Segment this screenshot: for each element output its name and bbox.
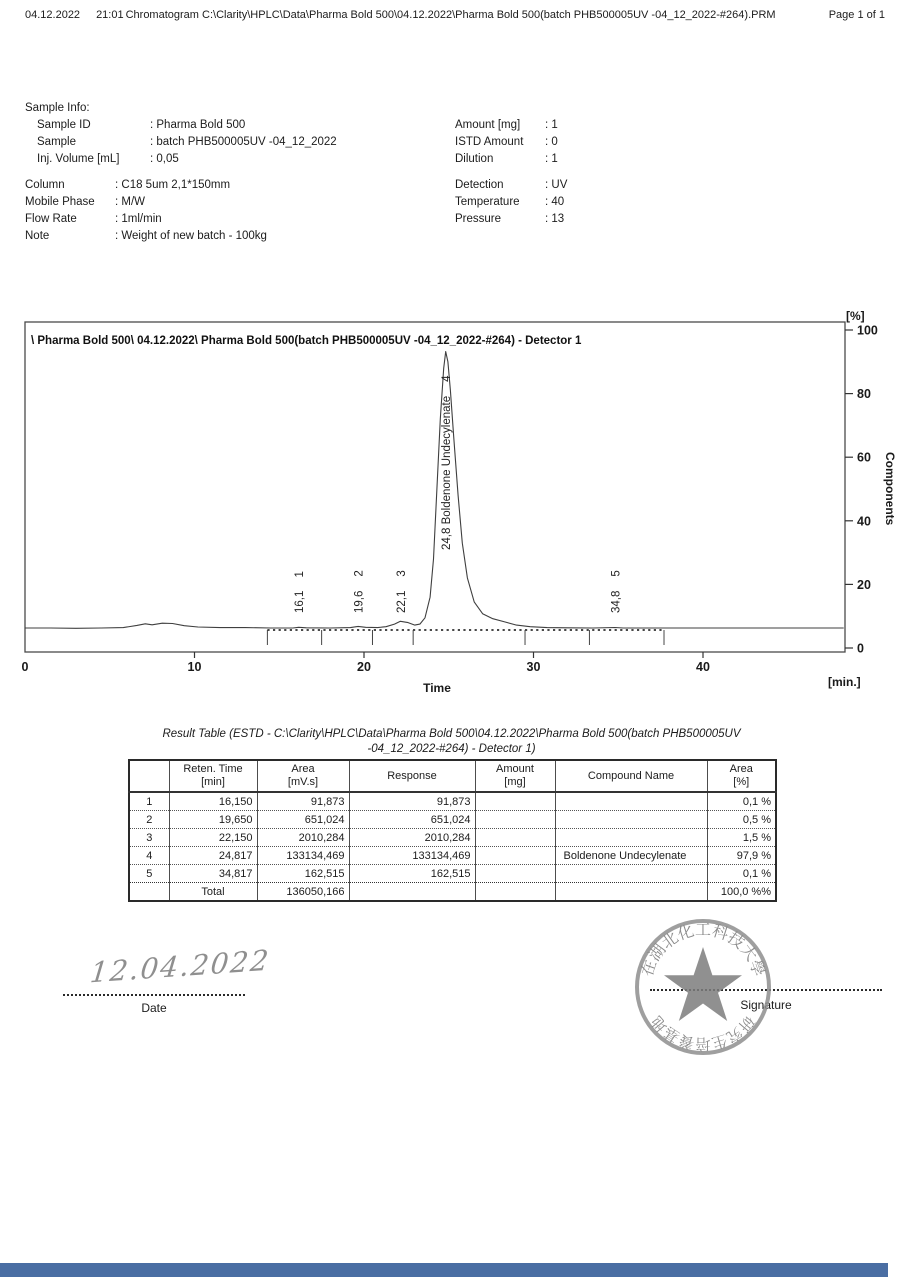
table-row bbox=[129, 865, 776, 883]
column-header: Response bbox=[349, 760, 475, 792]
table-cell: 19,650 bbox=[169, 811, 257, 829]
result-table-body bbox=[129, 792, 776, 901]
x-tick-label: 40 bbox=[696, 660, 710, 674]
info-label: Sample bbox=[37, 136, 76, 148]
report-file-path: Chromatogram C:\Clarity\HPLC\Data\Pharma Bold 500\04.12.2022\Pharma Bold 500(batch PHB500005UV -04_12_2022-#264).PRM bbox=[125, 9, 776, 21]
signature-label: Signature bbox=[740, 998, 792, 1012]
page-number: Page 1 of 1 bbox=[828, 9, 885, 21]
table-cell bbox=[555, 865, 707, 883]
info-label: Sample ID bbox=[37, 119, 91, 131]
column-header: Amount [mg] bbox=[475, 760, 555, 792]
peak-label: 24,8 Boldenone Undecylenate4 bbox=[441, 375, 454, 550]
info-value: : 1 bbox=[545, 119, 558, 131]
info-value: : batch PHB500005UV -04_12_2022 bbox=[150, 136, 337, 148]
x-tick-label: 30 bbox=[526, 660, 541, 674]
info-label: Pressure bbox=[455, 213, 502, 225]
svg-text:研究生培養基地 bbox=[648, 1012, 758, 1053]
table-cell bbox=[475, 829, 555, 847]
info-value: : 0,05 bbox=[150, 153, 179, 165]
sample-info-group-4 bbox=[455, 177, 567, 228]
table-cell: 16,150 bbox=[169, 792, 257, 811]
table-cell bbox=[475, 811, 555, 829]
x-tick-label: 10 bbox=[187, 660, 202, 674]
bottom-scan-bar bbox=[0, 1263, 888, 1277]
table-cell: 0,1 % bbox=[707, 792, 776, 811]
table-cell bbox=[129, 883, 169, 902]
table-cell: Total bbox=[169, 883, 257, 902]
report-header bbox=[25, 9, 885, 21]
info-value: : M/W bbox=[115, 196, 146, 208]
table-cell bbox=[475, 883, 555, 902]
info-value: : 1 bbox=[545, 153, 558, 165]
info-row bbox=[455, 134, 567, 151]
table-cell: 100,0 %% bbox=[707, 883, 776, 902]
column-header: Reten. Time [min] bbox=[169, 760, 257, 792]
table-cell: 1 bbox=[129, 792, 169, 811]
table-cell: 97,9 % bbox=[707, 847, 776, 865]
sample-info-title: Sample Info: bbox=[25, 102, 90, 114]
table-cell: 162,515 bbox=[349, 865, 475, 883]
info-value: : 40 bbox=[545, 196, 565, 208]
y-tick-label: 60 bbox=[857, 450, 871, 465]
sample-info-group-1 bbox=[25, 117, 337, 168]
y-axis-label: Components bbox=[883, 452, 897, 526]
sample-info-group-3 bbox=[455, 117, 567, 168]
info-row bbox=[455, 211, 567, 228]
date-dotted-line bbox=[63, 994, 245, 996]
report-time: 21:01 bbox=[96, 9, 124, 21]
table-cell bbox=[349, 883, 475, 902]
table-row bbox=[129, 847, 776, 865]
table-cell: 2010,284 bbox=[349, 829, 475, 847]
y-axis-unit: [%] bbox=[846, 309, 865, 323]
chromatogram-chart bbox=[0, 300, 905, 700]
table-cell: 0,5 % bbox=[707, 811, 776, 829]
y-tick-label: 100 bbox=[857, 323, 878, 338]
table-cell: 91,873 bbox=[257, 792, 349, 811]
info-value: : C18 5um 2,1*150mm bbox=[115, 179, 231, 191]
y-tick-label: 40 bbox=[857, 514, 871, 529]
table-cell: 136050,166 bbox=[257, 883, 349, 902]
table-cell bbox=[555, 883, 707, 902]
info-row bbox=[455, 194, 567, 211]
table-cell: 651,024 bbox=[349, 811, 475, 829]
info-label: Amount [mg] bbox=[455, 119, 521, 131]
info-value: : 0 bbox=[545, 136, 558, 148]
table-cell: 5 bbox=[129, 865, 169, 883]
total-row bbox=[129, 883, 776, 902]
info-label: Column bbox=[25, 179, 65, 191]
result-table bbox=[128, 759, 777, 902]
table-cell: 162,515 bbox=[257, 865, 349, 883]
chromatogram-trace bbox=[25, 352, 844, 629]
info-label: Dilution bbox=[455, 153, 494, 165]
result-table-title-line1: Result Table (ESTD - C:\Clarity\HPLC\Data\Pharma Bold 500\04.12.2022\Pharma Bold 500(batch PHB500005UV bbox=[162, 728, 741, 740]
table-cell: 0,1 % bbox=[707, 865, 776, 883]
peak-label: 19,62 bbox=[353, 570, 366, 613]
column-header: Compound Name bbox=[555, 760, 707, 792]
y-tick-label: 80 bbox=[857, 387, 871, 402]
date-label: Date bbox=[141, 1001, 167, 1015]
table-cell: 22,150 bbox=[169, 829, 257, 847]
info-value: : Pharma Bold 500 bbox=[150, 119, 246, 131]
table-cell: 24,817 bbox=[169, 847, 257, 865]
x-tick-label: 20 bbox=[357, 660, 371, 674]
table-row bbox=[129, 811, 776, 829]
table-cell: 2010,284 bbox=[257, 829, 349, 847]
chart-title: \ Pharma Bold 500\ 04.12.2022\ Pharma Bold 500(batch PHB500005UV -04_12_2022-#264) - Detector 1 bbox=[31, 335, 582, 347]
y-tick-label: 0 bbox=[857, 641, 864, 656]
sample-info-right bbox=[455, 117, 567, 228]
info-row bbox=[25, 117, 337, 134]
table-cell bbox=[475, 865, 555, 883]
column-header: Area [%] bbox=[707, 760, 776, 792]
info-label: Mobile Phase bbox=[25, 196, 95, 208]
info-label: Inj. Volume [mL] bbox=[37, 153, 120, 165]
info-row bbox=[25, 151, 337, 168]
table-row bbox=[129, 829, 776, 847]
handwritten-date: 12.04.2022 bbox=[88, 943, 272, 990]
info-row bbox=[25, 177, 337, 194]
info-value: : Weight of new batch - 100kg bbox=[115, 230, 267, 242]
stamp-top-text: 在湖北化工科技大學 bbox=[638, 922, 768, 979]
x-axis-label: Time bbox=[423, 681, 451, 695]
column-header: Area [mV.s] bbox=[257, 760, 349, 792]
table-cell: 4 bbox=[129, 847, 169, 865]
table-row bbox=[129, 792, 776, 811]
result-table-title-line2: -04_12_2022-#264) - Detector 1) bbox=[367, 743, 536, 755]
info-label: Note bbox=[25, 230, 50, 242]
y-tick-label: 20 bbox=[857, 577, 871, 592]
info-value: : UV bbox=[545, 179, 568, 191]
info-label: ISTD Amount bbox=[455, 136, 524, 148]
info-label: Detection bbox=[455, 179, 504, 191]
table-cell: Boldenone Undecylenate bbox=[555, 847, 707, 865]
table-cell bbox=[555, 792, 707, 811]
table-cell bbox=[555, 829, 707, 847]
table-cell: 1,5 % bbox=[707, 829, 776, 847]
plot-frame bbox=[25, 322, 845, 652]
table-cell: 651,024 bbox=[257, 811, 349, 829]
table-cell: 133134,469 bbox=[349, 847, 475, 865]
info-value: : 1ml/min bbox=[115, 213, 162, 225]
info-row bbox=[25, 134, 337, 151]
info-label: Flow Rate bbox=[25, 213, 77, 225]
info-label: Temperature bbox=[455, 196, 520, 208]
university-seal-stamp bbox=[623, 907, 783, 1067]
sample-info-left bbox=[25, 100, 337, 245]
chromatogram-svg bbox=[0, 300, 905, 700]
table-cell: 91,873 bbox=[349, 792, 475, 811]
table-cell: 3 bbox=[129, 829, 169, 847]
table-cell: 133134,469 bbox=[257, 847, 349, 865]
info-row bbox=[25, 228, 337, 245]
peak-label: 16,11 bbox=[294, 571, 307, 613]
stamp-bottom-text: 研究生培養基地 bbox=[648, 1012, 758, 1052]
info-row bbox=[455, 117, 567, 134]
x-tick-label: 0 bbox=[21, 660, 29, 674]
column-header bbox=[129, 760, 169, 792]
report-date: 04.12.2022 bbox=[25, 9, 81, 21]
sample-info-group-2 bbox=[25, 177, 337, 245]
info-row bbox=[25, 211, 337, 228]
table-cell bbox=[475, 792, 555, 811]
table-cell bbox=[475, 847, 555, 865]
peak-label: 22,13 bbox=[395, 570, 408, 613]
info-value: : 13 bbox=[545, 213, 565, 225]
info-row bbox=[25, 194, 337, 211]
x-axis-unit: [min.] bbox=[828, 675, 861, 689]
table-cell: 34,817 bbox=[169, 865, 257, 883]
table-cell bbox=[555, 811, 707, 829]
result-table-header bbox=[129, 760, 776, 792]
table-cell: 2 bbox=[129, 811, 169, 829]
stamp-star-icon bbox=[664, 947, 742, 1021]
info-row bbox=[455, 151, 567, 168]
info-row bbox=[455, 177, 567, 194]
peak-label: 34,85 bbox=[610, 570, 623, 613]
